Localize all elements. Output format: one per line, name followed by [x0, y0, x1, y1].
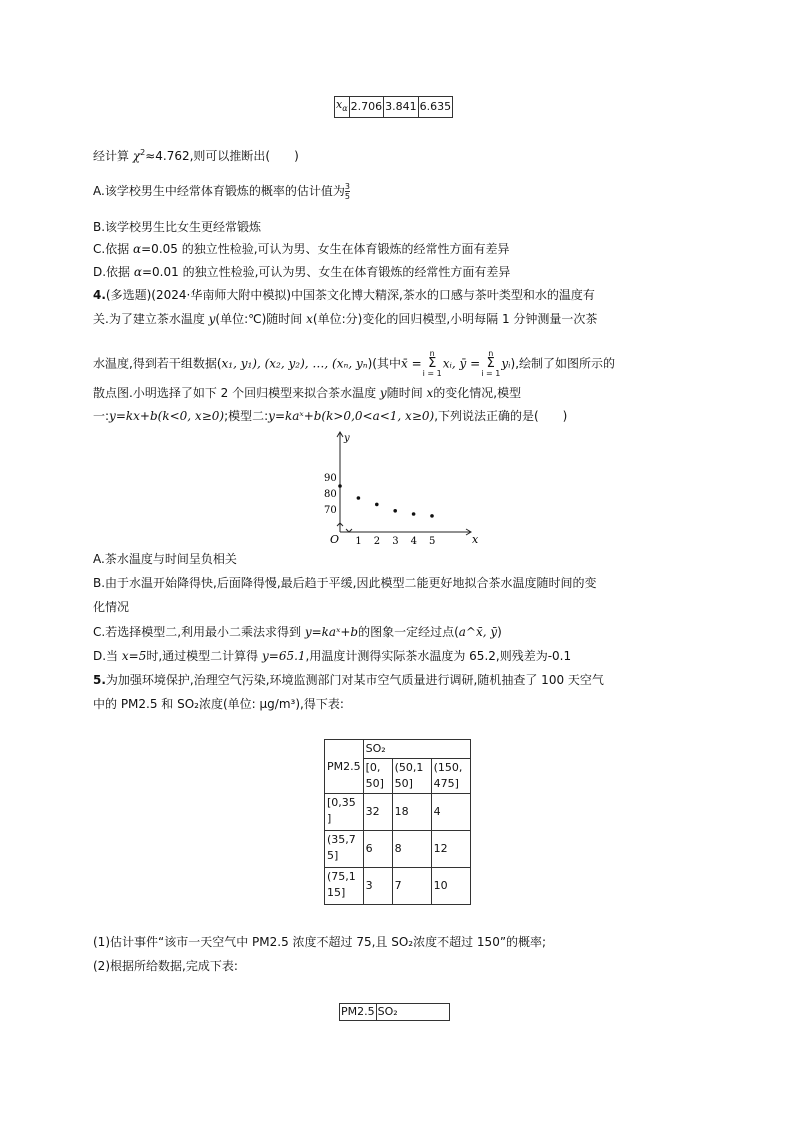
- table-row: [325, 831, 471, 868]
- data-point: [430, 514, 434, 518]
- q5-part-1: (1)估计事件“该市一天空气中 PM2.5 浓度不超过 75,且 SO₂浓度不超过 150”的概率;: [93, 935, 547, 949]
- table-col-header: (150, 475]: [431, 759, 470, 794]
- table-cell: 6: [363, 831, 392, 868]
- y-tick-label: 90: [324, 473, 337, 484]
- scatter-plot: [320, 428, 480, 544]
- data-point: [412, 512, 416, 516]
- table-cell: 3: [363, 868, 392, 905]
- x-tick-label: 3: [392, 536, 399, 544]
- origin-label: O: [330, 533, 340, 544]
- q3-option-a: A.该学校男生中经常体育锻炼的概率的估计值为 $\frac{3}{5}$: [93, 182, 350, 201]
- x-tick-label: 1: [355, 536, 362, 544]
- q4-option-b-line-2: 化情况: [93, 600, 130, 614]
- summary-col-1: PM2.5: [340, 1004, 377, 1021]
- data-point: [338, 484, 342, 488]
- summary-col-2: SO₂: [376, 1004, 449, 1021]
- q4-line-2: 关.为了建立茶水温度 y(单位:℃)随时间 x(单位:分)变化的回归模型,小明每隔 1 分钟测量一次茶: [93, 312, 598, 326]
- q5-part-2: (2)根据所给数据,完成下表:: [93, 959, 238, 973]
- table-col-header: [0, 50]: [363, 759, 392, 794]
- q4-line-5: 一:y=kx+b(k<0, x≥0);模型二:y=kaˣ+b(k>0,0<a<1, x≥0),下列说法正确的是( ): [93, 409, 568, 423]
- q4-option-d: D.当 x=5时,通过模型二计算得 y=65.1,用温度计测得实际茶水温度为 65.2,则残差为-0.1: [93, 649, 572, 663]
- q4-line-1: 4.(多选题)(2024·华南师大附中模拟)中国茶文化博大精深,茶水的口感与茶叶类型和水的温度有: [93, 288, 595, 302]
- x-tick-label: 4: [410, 536, 417, 544]
- summation: n Σ i = 1: [422, 349, 442, 378]
- crit-value: 2.706: [349, 97, 384, 118]
- q3-option-b: B.该学校男生比女生更经常锻炼: [93, 220, 262, 234]
- y-tick-label: 80: [324, 489, 337, 500]
- data-point: [393, 509, 397, 513]
- y-tick-label: 70: [324, 505, 337, 516]
- table-cell: 4: [431, 794, 470, 831]
- table-row-header: (35,7 5]: [325, 831, 364, 868]
- crit-value: 3.841: [384, 97, 419, 118]
- critical-value-table: [334, 96, 453, 118]
- q5-line-2: 中的 PM2.5 和 SO₂浓度(单位: μg/m³),得下表:: [93, 697, 344, 711]
- table-cell: 32: [363, 794, 392, 831]
- x-tick-label: 5: [429, 536, 436, 544]
- data-point: [375, 503, 379, 507]
- q3-option-d: D.依据 α=0.01 的独立性检验,可认为男、女生在体育锻炼的经常性方面有差异: [93, 265, 511, 279]
- pollution-table: [324, 739, 471, 905]
- q4-option-c: C.若选择模型二,利用最小二乘法求得到 y=kaˣ+b的图象一定经过点(a^x̄, ȳ): [93, 625, 502, 639]
- y-axis-label: y: [344, 433, 350, 444]
- q4-option-b-line-1: B.由于水温开始降得快,后面降得慢,最后趋于平缓,因此模型二能更好地拟合茶水温度随时间的变: [93, 576, 597, 590]
- q3-option-c: C.依据 α=0.05 的独立性检验,可认为男、女生在体育锻炼的经常性方面有差异: [93, 242, 510, 256]
- q4-line-4: 散点图.小明选择了如下 2 个回归模型来拟合茶水温度 y随时间 x的变化情况,模型: [93, 386, 522, 400]
- table-cell: 7: [392, 868, 431, 905]
- fraction: $\frac{3}{5}$: [344, 182, 350, 201]
- q4-option-a: A.茶水温度与时间呈负相关: [93, 552, 237, 566]
- q3-stem: 经计算 $\chi^2\approx 4.762$,则可以推断出( ): [93, 148, 299, 163]
- table-cell: 18: [392, 794, 431, 831]
- table-row: [325, 794, 471, 831]
- summation: n Σ i = 1: [481, 349, 501, 378]
- data-point: [357, 496, 361, 500]
- x-axis-label: x: [472, 533, 479, 544]
- table-cell: 8: [392, 831, 431, 868]
- table-cell: 12: [431, 831, 470, 868]
- table-row-header: (75,1 15]: [325, 868, 364, 905]
- x-tick-label: 2: [373, 536, 381, 544]
- table-corner: PM2.5: [325, 740, 364, 794]
- crit-value: 6.635: [418, 97, 453, 118]
- q5-line-1: 5.为加强环境保护,治理空气污染,环境监测部门对某市空气质量进行调研,随机抽查了 100 天空气: [93, 673, 604, 687]
- table-col-header: (50,1 50]: [392, 759, 431, 794]
- crit-head: $x_\alpha$: [335, 97, 350, 118]
- q4-line-3: 水温度,得到若干组数据(x₁, y₁), (x₂, y₂), …, (xₙ, yₙ)(其中x̄ = n Σ i = 1 xᵢ, ȳ = n Σ i = 1 yᵢ),绘制了如图所示的: [93, 349, 616, 378]
- table-cell: 10: [431, 868, 470, 905]
- summary-table: [339, 1003, 450, 1021]
- table-row: [325, 868, 471, 905]
- table-row-header: [0,35 ]: [325, 794, 364, 831]
- table-col-group: SO₂: [363, 740, 470, 759]
